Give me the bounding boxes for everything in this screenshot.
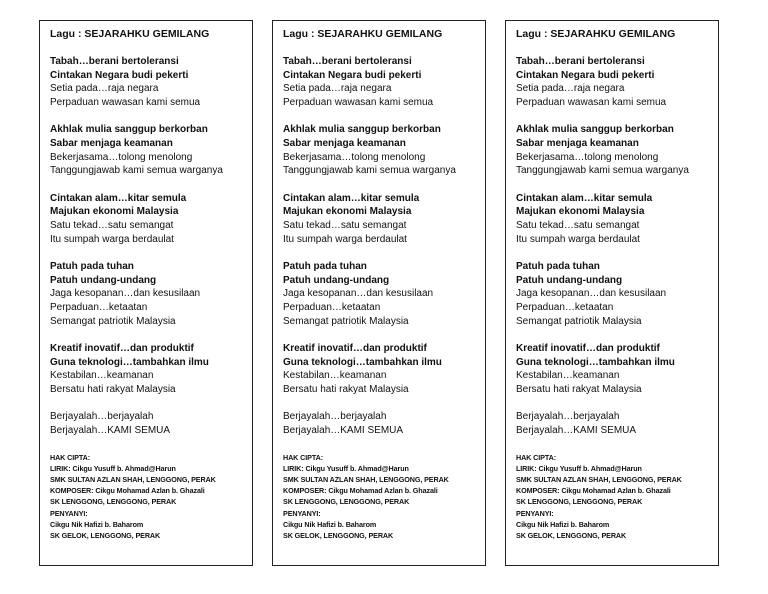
lyric-line: Itu sumpah warga berdaulat [516, 233, 640, 245]
lyric-line: Berjayalah…KAMI SEMUA [283, 425, 404, 437]
verse [50, 342, 246, 396]
lyric-line: Cintakan Negara budi pekerti [283, 69, 422, 81]
lyric-line: Itu sumpah warga berdaulat [283, 233, 407, 245]
verse [283, 260, 479, 328]
lyric-line: Akhlak mulia sanggup berkorban [516, 124, 674, 136]
lyric-line: Sabar menjaga keamanan [50, 137, 173, 149]
lyric-line: Berjayalah…berjayalah [283, 411, 387, 423]
lyric-line: Patuh undang-undang [50, 274, 157, 286]
lyric-line: Guna teknologi…tambahkan ilmu [516, 356, 675, 368]
credit-line: PENYANYI: [516, 508, 554, 518]
credit-line: Cikgu Nik Hafizi b. Baharom [516, 519, 610, 529]
lyric-line: Kestabilan…keamanan [283, 370, 387, 382]
verse [283, 123, 479, 177]
verse [516, 260, 712, 328]
lyric-line: Patuh undang-undang [516, 274, 623, 286]
song-title: Lagu : SEJARAHKU GEMILANG [283, 28, 443, 40]
lyric-line: Setia pada…raja negara [50, 83, 159, 95]
lyric-line: Semangat patriotik Malaysia [516, 315, 642, 327]
lyric-line: Perpaduan…ketaatan [516, 301, 614, 313]
lyric-line: Bersatu hati rakyat Malaysia [516, 383, 642, 395]
lyric-line: Guna teknologi…tambahkan ilmu [50, 356, 209, 368]
lyric-line: Tabah…berani bertoleransi [516, 56, 645, 67]
lyric-line: Patuh undang-undang [283, 274, 390, 286]
lyric-line: Semangat patriotik Malaysia [283, 315, 409, 327]
lyric-line: Perpaduan wawasan kami semua [50, 96, 201, 108]
lyric-line: Tanggungjawab kami semua warganya [516, 165, 689, 177]
credit-line: SMK SULTAN AZLAN SHAH, LENGGONG, PERAK [283, 475, 449, 485]
verse [50, 410, 246, 437]
lyric-line: Majukan ekonomi Malaysia [283, 206, 412, 218]
credit-line: SK GELOK, LENGGONG, PERAK [516, 531, 627, 541]
lyric-line: Akhlak mulia sanggup berkorban [283, 124, 441, 136]
song-title: Lagu : SEJARAHKU GEMILANG [516, 28, 676, 40]
lyric-line: Satu tekad…satu semangat [50, 219, 174, 231]
verse [283, 342, 479, 396]
lyric-line: Semangat patriotik Malaysia [50, 315, 176, 327]
lyric-line: Cintakan alam…kitar semula [50, 192, 187, 204]
verse [50, 192, 246, 246]
lyrics-card-1 [39, 20, 253, 566]
lyric-line: Bersatu hati rakyat Malaysia [283, 383, 409, 395]
lyric-line: Kestabilan…keamanan [50, 370, 154, 382]
credit-line: SMK SULTAN AZLAN SHAH, LENGGONG, PERAK [50, 475, 216, 485]
credit-line: KOMPOSER: Cikgu Mohamad Azlan b. Ghazali [283, 486, 438, 496]
lyric-line: Cintakan Negara budi pekerti [516, 69, 655, 81]
lyric-line: Sabar menjaga keamanan [283, 137, 406, 149]
credit-line: KOMPOSER: Cikgu Mohamad Azlan b. Ghazali [50, 486, 205, 496]
lyric-line: Satu tekad…satu semangat [516, 219, 640, 231]
lyric-line: Cintakan alam…kitar semula [283, 192, 420, 204]
credits [516, 452, 712, 542]
lyric-line: Berjayalah…KAMI SEMUA [516, 425, 637, 437]
lyric-line: Tanggungjawab kami semua warganya [283, 165, 456, 177]
verse [516, 55, 712, 109]
credit-line: SK GELOK, LENGGONG, PERAK [50, 531, 161, 541]
lyric-line: Bersatu hati rakyat Malaysia [50, 383, 176, 395]
lyric-line: Tabah…berani bertoleransi [283, 56, 412, 67]
lyric-line: Patuh pada tuhan [50, 261, 134, 273]
song-title: Lagu : SEJARAHKU GEMILANG [50, 28, 210, 40]
lyric-line: Akhlak mulia sanggup berkorban [50, 124, 208, 136]
credit-line: SK LENGGONG, LENGGONG, PERAK [516, 497, 643, 507]
verse [283, 192, 479, 246]
lyric-line: Bekerjasama…tolong menolong [283, 151, 426, 163]
credit-line: PENYANYI: [283, 508, 321, 518]
lyric-line: Tanggungjawab kami semua warganya [50, 165, 223, 177]
credit-line: SK LENGGONG, LENGGONG, PERAK [50, 497, 177, 507]
lyric-line: Setia pada…raja negara [516, 83, 625, 95]
lyric-line: Itu sumpah warga berdaulat [50, 233, 174, 245]
lyric-line: Jaga kesopanan…dan kesusilaan [516, 288, 667, 300]
verse [516, 192, 712, 246]
lyric-line: Jaga kesopanan…dan kesusilaan [50, 288, 201, 300]
verse [283, 410, 479, 437]
lyric-line: Berjayalah…berjayalah [50, 411, 154, 423]
credit-line: SK GELOK, LENGGONG, PERAK [283, 531, 394, 541]
lyric-line: Guna teknologi…tambahkan ilmu [283, 356, 442, 368]
credit-line: LIRIK: Cikgu Yusuff b. Ahmad@Harun [283, 463, 409, 473]
verse [516, 342, 712, 396]
lyric-line: Berjayalah…berjayalah [516, 411, 620, 423]
lyric-line: Satu tekad…satu semangat [283, 219, 407, 231]
verse [50, 123, 246, 177]
lyrics-card-2 [272, 20, 486, 566]
lyric-line: Berjayalah…KAMI SEMUA [50, 425, 171, 437]
credits [283, 452, 479, 542]
lyric-line: Kreatif inovatif…dan produktif [50, 343, 194, 355]
lyric-line: Perpaduan wawasan kami semua [516, 96, 667, 108]
lyric-line: Tabah…berani bertoleransi [50, 56, 179, 67]
lyric-line: Kreatif inovatif…dan produktif [516, 343, 660, 355]
credit-line: Cikgu Nik Hafizi b. Baharom [50, 519, 144, 529]
lyric-line: Bekerjasama…tolong menolong [516, 151, 659, 163]
credit-line: SK LENGGONG, LENGGONG, PERAK [283, 497, 410, 507]
verse [50, 55, 246, 109]
lyric-line: Cintakan alam…kitar semula [516, 192, 653, 204]
verse [516, 123, 712, 177]
lyric-line: Perpaduan…ketaatan [50, 301, 148, 313]
credit-line: HAK CIPTA: [50, 452, 90, 462]
credit-line: PENYANYI: [50, 508, 88, 518]
lyric-line: Kestabilan…keamanan [516, 370, 620, 382]
lyric-line: Majukan ekonomi Malaysia [50, 206, 179, 218]
lyric-line: Perpaduan wawasan kami semua [283, 96, 434, 108]
verse [283, 55, 479, 109]
credit-line: KOMPOSER: Cikgu Mohamad Azlan b. Ghazali [516, 486, 671, 496]
credit-line: LIRIK: Cikgu Yusuff b. Ahmad@Harun [516, 463, 642, 473]
lyric-line: Sabar menjaga keamanan [516, 137, 639, 149]
lyrics-card-3 [505, 20, 719, 566]
credit-line: SMK SULTAN AZLAN SHAH, LENGGONG, PERAK [516, 475, 682, 485]
verse [516, 410, 712, 437]
lyric-line: Jaga kesopanan…dan kesusilaan [283, 288, 434, 300]
lyric-line: Majukan ekonomi Malaysia [516, 206, 645, 218]
lyric-line: Setia pada…raja negara [283, 83, 392, 95]
lyric-line: Perpaduan…ketaatan [283, 301, 381, 313]
credit-line: HAK CIPTA: [516, 452, 556, 462]
credit-line: HAK CIPTA: [283, 452, 323, 462]
verse [50, 260, 246, 328]
lyric-line: Patuh pada tuhan [516, 261, 600, 273]
lyric-line: Bekerjasama…tolong menolong [50, 151, 193, 163]
credit-line: LIRIK: Cikgu Yusuff b. Ahmad@Harun [50, 463, 176, 473]
credits [50, 452, 246, 542]
lyric-line: Kreatif inovatif…dan produktif [283, 343, 427, 355]
lyric-line: Patuh pada tuhan [283, 261, 367, 273]
lyric-line: Cintakan Negara budi pekerti [50, 69, 189, 81]
credit-line: Cikgu Nik Hafizi b. Baharom [283, 519, 377, 529]
